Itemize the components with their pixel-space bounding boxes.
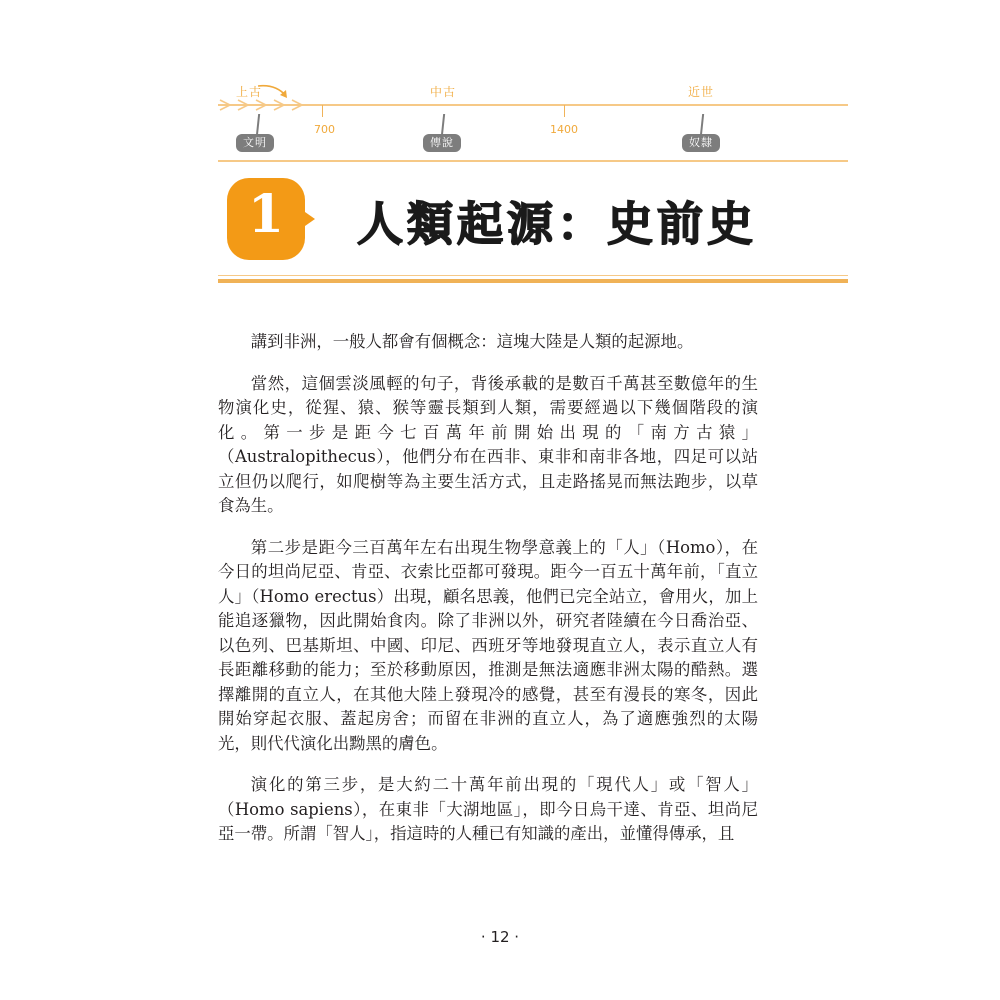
tag-civilization: 文明: [236, 134, 274, 152]
timeline-divider: [218, 160, 848, 162]
tick-700: [322, 105, 323, 117]
paragraph: 當然，這個雲淡風輕的句子，背後承載的是數百千萬甚至數億年的生物演化史，從猩、猿、猴等靈長類到人類，需要經過以下幾個階段的演化。第一步是距今七百萬年前開始出現的「南方古猿」（Australopithecus），他們分布在西非、東非和南非各地，四足可以站立但仍以爬行，如爬樹等為主要生活方式，且走路搖晃而無法跑步，以草食為生。: [218, 373, 758, 515]
paragraph: 演化的第三步，是大約二十萬年前出現的「現代人」或「智人」（Homo sapiens），在東非「大湖地區」，即今日烏干達、肯亞、坦尚尼亞一帶。所謂「智人」，指這時的人種已有知識的產出，並懂得傳承，且: [218, 775, 758, 843]
chapter-title: 人類起源：史前史: [357, 197, 757, 251]
tag-legend: 傳說: [423, 134, 461, 152]
body-text: [218, 330, 758, 864]
speech-bubble-tail-icon: [305, 212, 315, 226]
tag-pointer: [441, 114, 445, 136]
paragraph: 第二步是距今三百萬年左右出現生物學意義上的「人」（Homo），在今日的坦尚尼亞、肯亞、衣索比亞都可發現。距今一百五十萬年前，「直立人」（Homo erectus）出現，顧名思義，他們已完全站立，會用火，加上能追逐獵物，因此開始食肉。除了非洲以外，研究者陸續在今日喬治亞、以色列、巴基斯坦、中國、印尼、西班牙等地發現直立人，表示直立人有長距離移動的能力；至於移動原因，推測是無法適應非洲太陽的酷熱。選擇離開的直立人，在其他大陸上發現冷的感覺，甚至有漫長的寒冬，因此開始穿起衣服、蓋起房舍；而留在非洲的直立人，為了適應強烈的太陽光，則代代演化出黝黑的膚色。: [218, 537, 758, 753]
era-label-medieval: 中古: [430, 85, 457, 99]
timeline-axis: [218, 104, 848, 106]
year-label-1400: 1400: [550, 123, 578, 136]
tag-pointer: [256, 114, 260, 136]
tag-slavery: 奴隸: [682, 134, 720, 152]
era-label-ancient: 上古: [236, 85, 263, 99]
tag-pointer: [700, 114, 704, 136]
year-label-700: 700: [314, 123, 335, 136]
tick-1400: [564, 105, 565, 117]
chapter-number-badge: [227, 178, 305, 260]
title-rule-thick: [218, 279, 848, 283]
era-label-early-modern: 近世: [688, 85, 715, 99]
chapter-number: 1: [247, 184, 285, 245]
paragraph: 講到非洲，一般人都會有個概念：這塊大陸是人類的起源地。: [250, 332, 694, 351]
era-timeline: [218, 78, 848, 168]
title-rule-thin: [218, 275, 848, 276]
page-number: · 12 ·: [480, 928, 520, 946]
